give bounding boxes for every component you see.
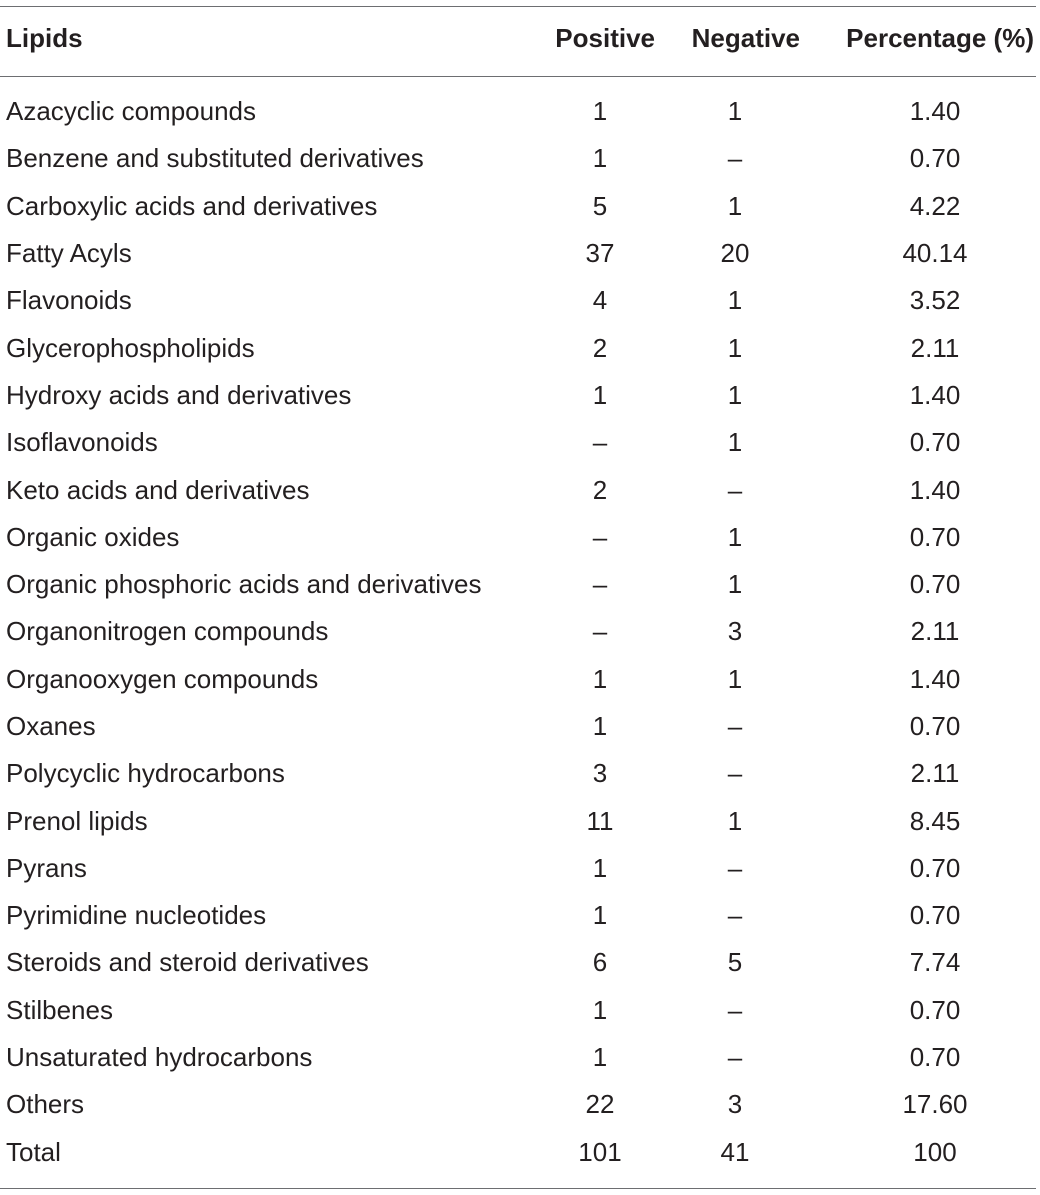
table-row <box>0 324 1040 371</box>
row-positive-count: 101 <box>578 1136 622 1167</box>
table-row <box>0 1129 1040 1176</box>
row-positive-count: – <box>592 521 608 552</box>
header-lipids: Lipids <box>6 22 83 53</box>
row-negative-count: – <box>727 758 743 789</box>
table-row <box>0 608 1040 655</box>
row-negative-count: 1 <box>727 379 743 410</box>
row-lipid-name: Stilbenes <box>6 994 113 1025</box>
row-positive-count: 1 <box>592 663 608 694</box>
row-percentage: 2.11 <box>910 758 960 789</box>
row-lipid-name: Steroids and steroid derivatives <box>6 947 369 978</box>
row-positive-count: 1 <box>592 96 608 127</box>
row-lipid-name: Carboxylic acids and derivatives <box>6 190 378 221</box>
row-percentage: 1.40 <box>909 663 961 694</box>
row-negative-count: 1 <box>727 190 743 221</box>
row-negative-count: – <box>727 900 743 931</box>
header-positive: Positive <box>555 22 655 53</box>
row-percentage: 2.11 <box>910 616 960 647</box>
row-lipid-name: Keto acids and derivatives <box>6 474 310 505</box>
table-row <box>0 939 1040 986</box>
row-positive-count: 11 <box>586 805 614 836</box>
row-lipid-name: Pyrimidine nucleotides <box>6 900 267 931</box>
row-percentage: 1.40 <box>909 474 961 505</box>
row-percentage: 0.70 <box>909 569 961 600</box>
table-row <box>0 1034 1040 1081</box>
row-percentage: 1.40 <box>909 379 961 410</box>
row-positive-count: 1 <box>592 711 608 741</box>
row-negative-count: 1 <box>727 805 743 836</box>
row-positive-count: 6 <box>592 947 608 978</box>
row-percentage: 8.45 <box>909 805 961 836</box>
row-negative-count: 1 <box>727 569 743 600</box>
row-lipid-name: Organooxygen compounds <box>6 663 319 694</box>
row-negative-count: 20 <box>720 238 750 269</box>
table-row <box>0 892 1040 939</box>
row-negative-count: – <box>727 143 743 174</box>
row-negative-count: – <box>727 711 743 741</box>
table-row <box>0 372 1040 419</box>
row-negative-count: 5 <box>727 947 743 978</box>
row-negative-count: 3 <box>727 616 743 647</box>
row-lipid-name: Glycerophospholipids <box>6 332 255 363</box>
row-positive-count: 1 <box>592 143 608 174</box>
row-lipid-name: Azacyclic compounds <box>6 96 256 127</box>
header-percentage: Percentage (%) <box>846 22 1034 53</box>
header-negative: Negative <box>691 22 800 53</box>
row-percentage: 0.70 <box>909 900 961 931</box>
row-lipid-name: Polycyclic hydrocarbons <box>6 758 285 789</box>
row-percentage: 7.74 <box>909 947 961 978</box>
row-percentage: 40.14 <box>902 238 968 269</box>
row-percentage: 2.11 <box>910 332 960 363</box>
row-negative-count: 1 <box>727 521 743 552</box>
row-positive-count: 3 <box>592 758 608 789</box>
row-positive-count: 1 <box>592 379 608 410</box>
row-positive-count: 2 <box>592 474 608 505</box>
table-row <box>0 656 1040 703</box>
row-negative-count: 1 <box>727 332 743 363</box>
row-positive-count: – <box>592 616 608 647</box>
row-positive-count: 4 <box>592 285 608 316</box>
row-negative-count: 1 <box>727 285 743 316</box>
row-percentage: 0.70 <box>909 427 961 458</box>
row-positive-count: 22 <box>585 1089 615 1120</box>
row-negative-count: – <box>727 1042 743 1073</box>
table-row <box>0 419 1040 466</box>
table-row <box>0 514 1040 561</box>
row-percentage: 0.70 <box>909 1042 961 1073</box>
table-body <box>0 76 1040 1176</box>
row-lipid-name: Total <box>6 1136 61 1167</box>
row-positive-count: 1 <box>592 900 608 931</box>
row-lipid-name: Unsaturated hydrocarbons <box>6 1042 313 1073</box>
table-row <box>0 230 1040 277</box>
table-row <box>0 135 1040 182</box>
row-percentage: 100 <box>913 1136 957 1167</box>
row-negative-count: – <box>727 852 743 883</box>
row-negative-count: 3 <box>727 1089 743 1120</box>
row-positive-count: – <box>592 569 608 600</box>
row-lipid-name: Flavonoids <box>6 285 132 316</box>
row-positive-count: 5 <box>592 190 608 221</box>
table-row <box>0 76 1040 135</box>
row-percentage: 4.22 <box>909 190 961 221</box>
row-lipid-name: Organonitrogen compounds <box>6 616 329 647</box>
row-positive-count: 1 <box>592 994 608 1025</box>
row-negative-count: 1 <box>727 96 743 127</box>
table-bottom-rule <box>0 1188 1036 1189</box>
row-positive-count: 1 <box>592 852 608 883</box>
row-lipid-name: Organic oxides <box>6 521 180 552</box>
row-percentage: 0.70 <box>909 143 961 174</box>
row-negative-count: – <box>727 474 743 505</box>
row-lipid-name: Others <box>6 1089 85 1120</box>
row-lipid-name: Organic phosphoric acids and derivatives <box>6 569 482 600</box>
row-lipid-name: Prenol lipids <box>6 805 148 836</box>
row-positive-count: 37 <box>585 238 615 269</box>
table-row <box>0 561 1040 608</box>
row-negative-count: – <box>727 994 743 1025</box>
row-percentage: 3.52 <box>909 285 961 316</box>
row-lipid-name: Benzene and substituted derivatives <box>6 143 424 174</box>
table-row <box>0 183 1040 230</box>
row-lipid-name: Isoflavonoids <box>6 427 158 458</box>
row-lipid-name: Oxanes <box>6 711 96 741</box>
row-negative-count: 41 <box>720 1136 750 1167</box>
row-percentage: 0.70 <box>909 521 961 552</box>
table-row <box>0 466 1040 513</box>
table-header <box>0 0 1040 76</box>
table-row <box>0 797 1040 844</box>
table-row <box>0 845 1040 892</box>
table-row <box>0 750 1040 797</box>
row-negative-count: 1 <box>727 663 743 694</box>
table-row <box>0 277 1040 324</box>
table-row <box>0 987 1040 1034</box>
row-positive-count: 2 <box>592 332 608 363</box>
row-percentage: 0.70 <box>909 994 961 1025</box>
row-lipid-name: Pyrans <box>6 852 87 883</box>
row-percentage: 0.70 <box>909 711 961 741</box>
table-row <box>0 1081 1040 1128</box>
row-percentage: 17.60 <box>902 1089 968 1120</box>
header-row <box>0 0 1040 76</box>
row-lipid-name: Hydroxy acids and derivatives <box>6 379 352 410</box>
row-positive-count: – <box>592 427 608 458</box>
row-lipid-name: Fatty Acyls <box>6 238 132 269</box>
row-percentage: 1.40 <box>909 96 961 127</box>
row-negative-count: 1 <box>727 427 743 458</box>
row-percentage: 0.70 <box>909 852 961 883</box>
table-row <box>0 703 1040 750</box>
row-positive-count: 1 <box>592 1042 608 1073</box>
